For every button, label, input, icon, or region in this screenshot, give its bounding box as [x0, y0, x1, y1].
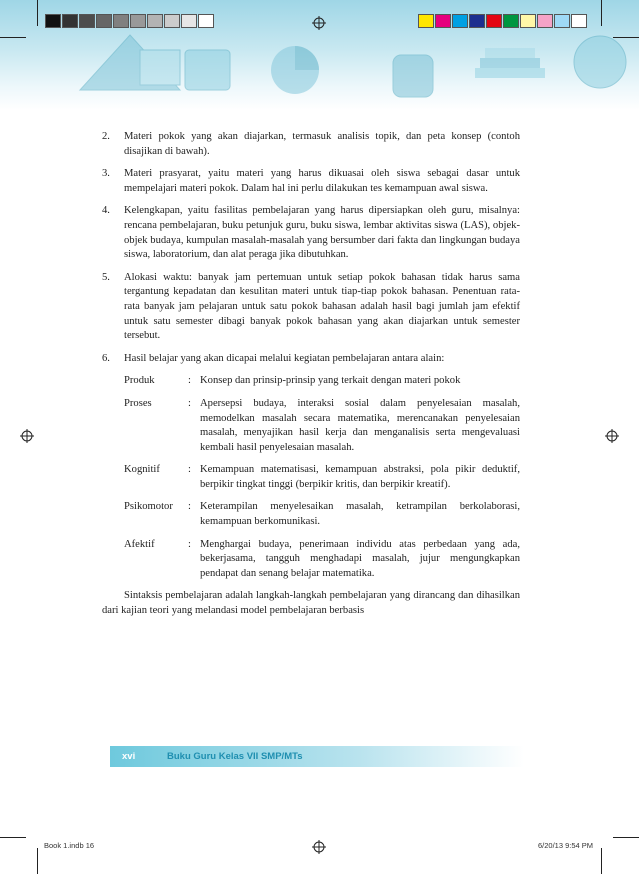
list-item: [102, 271, 520, 344]
outcome-description: Keterampilan menyelesaikan masalah, ketrampilan berkolaborasi, kemampuan berkomunikasi.: [200, 501, 520, 528]
outcome-row: [124, 374, 520, 389]
list-item: [102, 167, 520, 196]
color-swatch: [96, 14, 112, 28]
list-item: [102, 204, 520, 262]
registration-mark-icon: [312, 16, 326, 30]
outcome-description: Kemampuan matematisasi, kemampuan abstraksi, pola pikir deduktif, berpikir tingkat tinggi (berpikir kritis, dan berpikir kreatif).: [200, 464, 520, 490]
color-swatch: [537, 14, 553, 28]
registration-mark-icon: [605, 429, 619, 443]
registration-mark-icon: [312, 840, 326, 854]
color-swatch: [554, 14, 570, 28]
outcome-label: Psikomotor: [124, 501, 173, 513]
color-swatch: [147, 14, 163, 28]
outcome-colon: :: [188, 397, 191, 409]
crop-mark: [0, 37, 26, 38]
page-body: [102, 130, 520, 619]
grayscale-color-bar: [45, 14, 215, 28]
list-number: 4.: [102, 205, 110, 217]
globe-illustration: [570, 30, 630, 95]
crop-mark: [601, 0, 602, 26]
list-text: Alokasi waktu: banyak jam pertemuan untuk setiap pokok bahasan tidak harus sama tergantung kepadatan dan kesulitan materi untuk tiap-tiap pokok bahasan. Penentuan rata-rata banyak jam pelajaran untuk satu pokok bahasan adalah hasil bagi jumlah jam efektif untuk satu semester dibagi banyak pokok bahasan yang akan diajarkan untuk semester tersebut.: [124, 271, 520, 342]
pie-chart-illustration: [255, 42, 335, 97]
color-swatch: [520, 14, 536, 28]
outcome-row: [124, 463, 520, 492]
outcome-description: Menghargai budaya, penerimaan individu atas perbedaan yang ada, bekerjasama, tangguh menghadapi masalah, jujur mengungkapkan pendapat dan senang belajar matematika.: [200, 538, 520, 579]
list-text: Materi prasyarat, yaitu materi yang harus dikuasai oleh siswa sebagai dasar untuk mempelajari materi pokok. Dalam hal ini perlu dilakukan tes kemampuan awal siswa.: [124, 168, 520, 194]
list-text: Materi pokok yang akan diajarkan, termasuk analisis topik, dan peta konsep (contoh disajikan di bawah).: [124, 131, 520, 157]
list-number: 6.: [102, 352, 110, 364]
outcome-label: Produk: [124, 375, 155, 387]
color-swatch: [486, 14, 502, 28]
color-swatch: [130, 14, 146, 28]
color-swatch: [198, 14, 214, 28]
outcome-colon: :: [188, 538, 191, 550]
outcome-colon: :: [188, 501, 191, 513]
outcome-description: Apersepsi budaya, interaksi sosial dalam penyelesaian masalah, memodelkan masalah secara matematika, merencanakan penyelesaian masalah, menyajikan hasil kerja dan menganalisis serta mengevaluasi kembali hasil penyelesaian masalah.: [200, 397, 520, 453]
list-number: 3.: [102, 168, 110, 180]
color-swatch: [45, 14, 61, 28]
color-swatch: [181, 14, 197, 28]
crop-mark: [37, 0, 38, 26]
color-swatch: [571, 14, 587, 28]
geometry-tools-illustration: [70, 30, 190, 95]
crop-mark: [37, 848, 38, 874]
calculator-illustration: [180, 45, 240, 95]
slug-datetime: 6/20/13 9:54 PM: [538, 841, 594, 850]
closing-paragraph: Sintaksis pembelajaran adalah langkah-langkah pembelajaran yang dirancang dan dihasilkan dari kajian teori yang melandasi model pembelajaran berbasis: [102, 590, 520, 617]
crop-mark: [613, 37, 639, 38]
color-swatch: [164, 14, 180, 28]
list-text: Kelengkapan, yaitu fasilitas pembelajaran yang harus dipersiapkan oleh guru, misalnya: rencana pembelajaran, buku petunjuk guru, buku siswa, lembar aktivitas siswa (LAS), objek-objek budaya, kumpulan masalah-masalah yang bersumber dari fakta dan lingkungan budaya siswa, laboratorium, dan alat peraga jika dibutuhkan.: [124, 205, 520, 261]
list-number: 2.: [102, 131, 110, 142]
process-color-bar: [418, 14, 588, 28]
page-number: xvi: [122, 751, 136, 762]
outcome-label: Kognitif: [124, 464, 160, 476]
color-swatch: [435, 14, 451, 28]
registration-mark-icon: [20, 429, 34, 443]
list-number: 5.: [102, 271, 110, 283]
outcome-label: Afektif: [124, 538, 155, 550]
list-text: Hasil belajar yang akan dicapai melalui kegiatan pembelajaran antara alain:: [124, 352, 445, 364]
outcome-colon: :: [188, 464, 191, 476]
books-illustration: [470, 38, 550, 98]
footer-title: Buku Guru Kelas VII SMP/MTs: [167, 751, 303, 762]
crop-mark: [0, 837, 26, 838]
color-swatch: [79, 14, 95, 28]
color-swatch: [452, 14, 468, 28]
outcome-description: Konsep dan prinsip-prinsip yang terkait dengan materi pokok: [200, 375, 461, 387]
color-swatch: [62, 14, 78, 28]
outcome-row: [124, 500, 520, 529]
slug-file: Book 1.indb 16: [44, 841, 95, 850]
color-swatch: [469, 14, 485, 28]
outcome-row: [124, 397, 520, 455]
color-swatch: [418, 14, 434, 28]
color-swatch: [503, 14, 519, 28]
backpack-illustration: [385, 45, 445, 100]
outcome-label: Proses: [124, 397, 152, 409]
color-swatch: [113, 14, 129, 28]
outcome-row: [124, 538, 520, 582]
crop-mark: [613, 837, 639, 838]
crop-mark: [601, 848, 602, 874]
list-item: [102, 130, 520, 159]
outcome-colon: :: [188, 375, 191, 387]
list-item: [102, 352, 520, 367]
